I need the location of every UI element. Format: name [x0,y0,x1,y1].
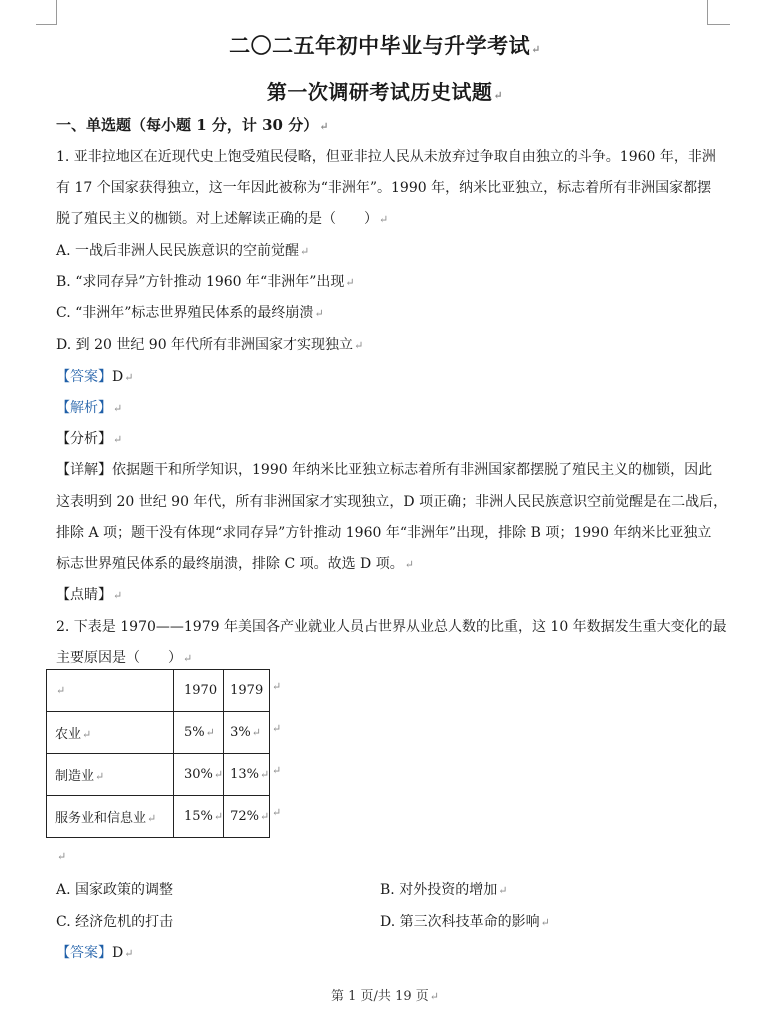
table-cell: 服务业和信息业↵ [47,796,174,838]
paragraph-mark-icon: ↵ [113,402,123,415]
table-cell: 5%↵ [174,712,224,754]
paragraph-mark-icon: ↵ [272,764,282,777]
paragraph-mark-icon: ↵ [124,371,134,384]
q1-stem-line2: 有 17 个国家获得独立，这一年因此被称为“非洲年”。1990 年，纳米比亚独立，标志着所有非洲国家都摆 [56,180,712,196]
table-cell [47,670,174,712]
q1-detail-line1: 【详解】依据题干和所学知识，1990 年纳米比亚独立标志着所有非洲国家都摆脱了殖民主义的枷锁，因此 [56,462,713,478]
q1-detail-line4: 标志世界殖民体系的最终崩溃，排除 C 项。故选 D 项。↵ [56,556,414,572]
q1-option-a: A. 一战后非洲人民民族意识的空前觉醒↵ [56,243,310,259]
table-header-cell: 1979 [224,670,270,712]
exam-title: 二〇二五年初中毕业与升学考试↵ [229,33,541,58]
table-cell: 制造业↵ [47,754,174,796]
paragraph-mark-icon: ↵ [272,722,282,735]
paragraph-mark-icon: ↵ [493,89,504,102]
table-cell: 农业↵ [47,712,174,754]
jiexi-tag: 【解析】 [56,400,112,416]
q2-option-d: D. 第三次科技革命的影响↵ [380,914,550,930]
q1-stem-line3: 脱了殖民主义的枷锁。对上述解读正确的是（ ）↵ [56,211,389,227]
q1-jiexi [56,397,122,417]
q1-option-b: B. “求同存异”方针推动 1960 年“非洲年”出现↵ [56,274,355,290]
empty-paragraph [56,848,66,864]
answer-tag: 【答案】 [56,945,112,961]
paragraph-mark-icon: ↵ [272,806,282,819]
paragraph-mark-icon: ↵ [498,884,508,897]
paragraph-mark-icon: ↵ [124,947,134,960]
q1-option-c: C. “非洲年”标志世界殖民体系的最终崩溃↵ [56,305,324,321]
q2-option-a: A. 国家政策的调整 [56,882,174,898]
employment-table [46,669,270,838]
table-row [47,754,270,796]
q1-stem-line1: 1. 亚非拉地区在近现代史上饱受殖民侵略，但亚非拉人民从未放弃过争取自由独立的斗争。1960 年，非洲 [56,149,716,165]
paragraph-mark-icon: ↵ [429,990,439,1003]
page-footer: 第 1 页/共 19 页↵ [331,989,439,1004]
paragraph-mark-icon: ↵ [147,812,157,825]
q2-option-b: B. 对外投资的增加↵ [380,882,508,898]
paragraph-mark-icon: ↵ [300,245,310,258]
paragraph-mark-icon: ↵ [113,589,123,602]
q1-detail-line3: 排除 A 项；题干没有体现“求同存异”方针推动 1960 年“非洲年”出现，排除 B 项；1990 年纳米比亚独立 [56,525,712,541]
paragraph-mark-icon: ↵ [379,213,389,226]
q2-answer: 【答案】D↵ [56,945,134,961]
table-row [47,796,270,838]
q2-stem-line2: 主要原因是（ ）↵ [56,650,193,666]
answer-tag: 【答案】 [56,369,112,385]
paragraph-mark-icon: ↵ [272,680,282,693]
paragraph-mark-icon: ↵ [183,652,193,665]
q1-fenxi: 【分析】↵ [56,431,123,447]
paragraph-mark-icon: ↵ [213,768,224,781]
paragraph-mark-icon: ↵ [540,916,550,929]
q1-answer: 【答案】D↵ [56,369,134,385]
paragraph-mark-icon: ↵ [531,43,541,56]
paragraph-mark-icon: ↵ [314,307,324,320]
q1-dianjing: 【点睛】↵ [56,587,123,603]
crop-mark-top-right [707,0,730,25]
paragraph-mark-icon: ↵ [113,433,123,446]
q2-option-c: C. 经济危机的打击 [56,914,174,930]
q1-option-d: D. 到 20 世纪 90 年代所有非洲国家才实现独立↵ [56,337,364,353]
table-cell: 30%↵ [174,754,224,796]
paragraph-mark-icon: ↵ [260,810,270,823]
paragraph-mark-icon: ↵ [345,276,355,289]
paragraph-mark-icon: ↵ [213,810,224,823]
paragraph-mark-icon: ↵ [95,770,105,783]
paragraph-mark-icon: ↵ [251,726,261,739]
table-cell: 3%↵ [224,712,270,754]
paragraph-mark-icon: ↵ [260,768,270,781]
paragraph-mark-icon: ↵ [82,728,92,741]
table-cell: 15%↵ [174,796,224,838]
paragraph-mark-icon: ↵ [354,339,364,352]
q1-detail-line2: 这表明到 20 世纪 90 年代，所有非洲国家才实现独立，D 项正确；非洲人民民族意识空前觉醒是在二战后， [56,494,728,510]
paragraph-mark-icon: ↵ [57,850,67,863]
section-heading: 一、单选题（每小题 1 分，计 30 分）↵ [56,116,329,134]
paragraph-mark-icon: ↵ [205,726,215,739]
paragraph-mark-icon: ↵ [56,684,66,697]
table-row [47,712,270,754]
q2-stem-line1: 2. 下表是 1970——1979 年美国各产业就业人员占世界从业总人数的比重，这 10 年数据发生重大变化的最 [56,619,727,635]
crop-mark-top-left [36,0,57,25]
paragraph-mark-icon: ↵ [319,120,329,133]
table-header-cell: 1970 [174,670,224,712]
table-cell: 13%↵ [224,754,270,796]
table-cell: 72%↵ [224,796,270,838]
exam-subtitle: 第一次调研考试历史试题↵ [266,80,504,104]
table-header-row [47,670,270,712]
paragraph-mark-icon: ↵ [404,558,414,571]
